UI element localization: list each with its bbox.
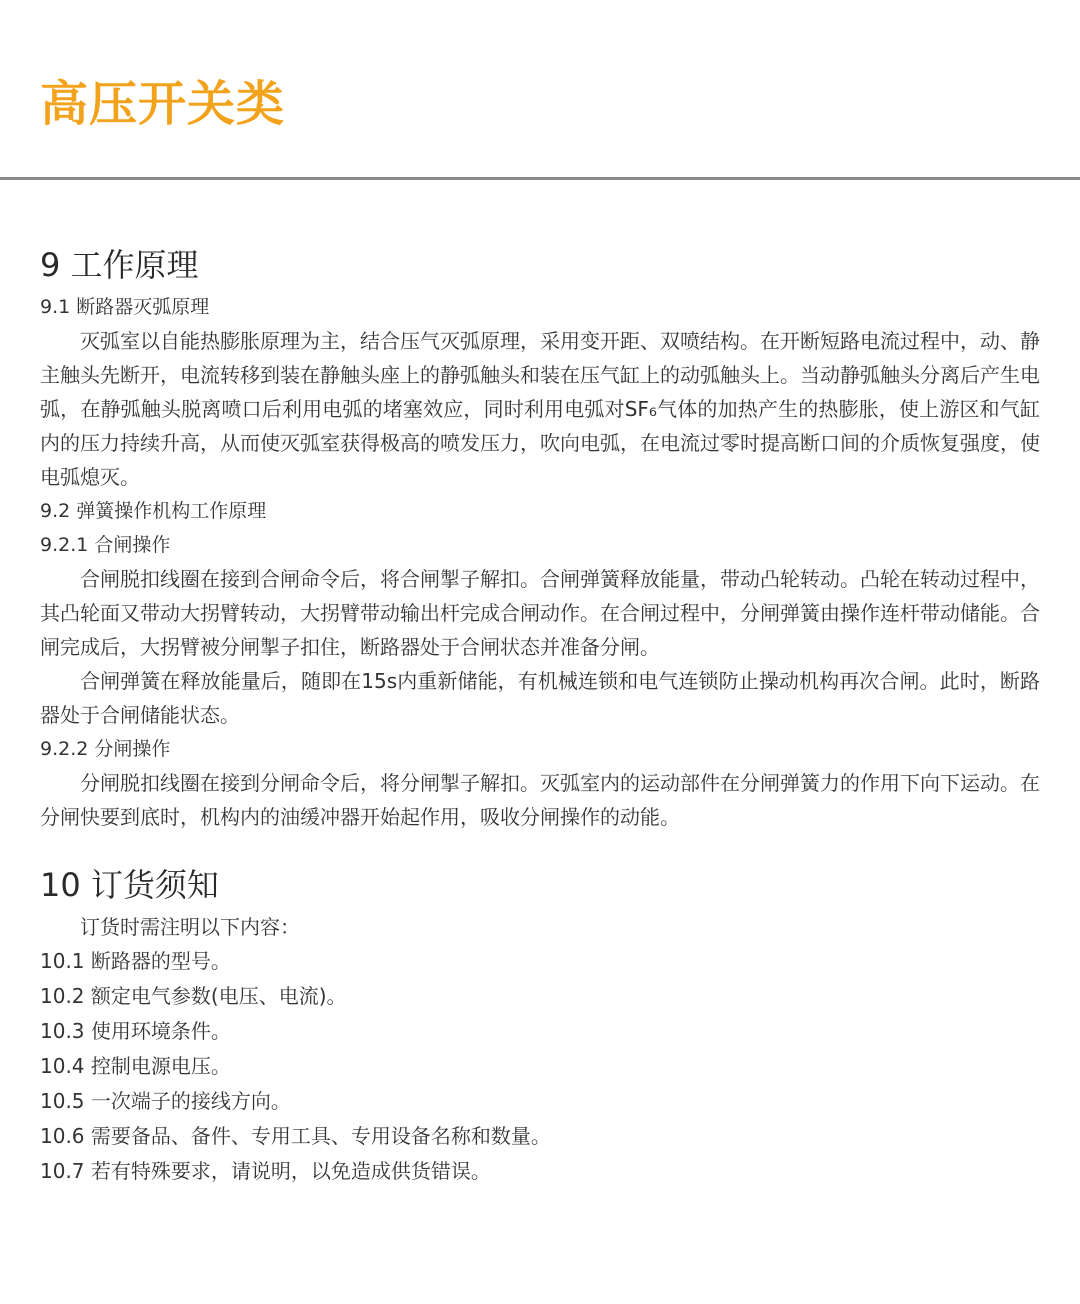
header-divider xyxy=(0,177,1080,180)
list-item: 10.3 使用环境条件。 xyxy=(40,1019,231,1043)
subheading-9-2-2: 9.2.2 分闸操作 xyxy=(40,738,171,760)
list-item: 10.1 断路器的型号。 xyxy=(40,949,231,973)
paragraph-arc-extinguishing: 灭弧室以自能热膨胀原理为主，结合压气灭弧原理，采用变开距、双喷结构。在开断短路电流过程中，动、静主触头先断开，电流转移到装在静触头座上的静弧触头和装在压气缸上的动弧触头上。当动静弧触头分离后产生电弧，在静弧触头脱离喷口后利用电弧的堵塞效应，同时利用电弧对SF₆气体的加热产生的热膨胀，使上游区和气缸内的压力持续升高，从而使灭弧室获得极高的喷发压力，吹向电弧，在电流过零时提高断口间的介质恢复强度，使电弧熄灭。 xyxy=(40,329,1040,489)
paragraph-opening-operation: 分闸脱扣线圈在接到分闸命令后，将分闸掣子解扣。灭弧室内的运动部件在分闸弹簧力的作用下向下运动。在分闸快要到底时，机构内的油缓冲器开始起作用，吸收分闸操作的动能。 xyxy=(40,771,1040,829)
ordering-intro: 订货时需注明以下内容： xyxy=(80,915,300,939)
page-header xyxy=(0,0,1080,181)
list-item: 10.2 额定电气参数(电压、电流)。 xyxy=(40,984,347,1008)
ordering-list xyxy=(40,944,1040,1189)
subheading-9-1: 9.1 断路器灭弧原理 xyxy=(40,296,210,318)
section-heading-9: 9 工作原理 xyxy=(40,246,199,284)
list-item: 10.4 控制电源电压。 xyxy=(40,1054,231,1078)
document-body xyxy=(40,240,1040,1189)
subheading-9-2-1: 9.2.1 合闸操作 xyxy=(40,534,171,556)
list-item: 10.5 一次端子的接线方向。 xyxy=(40,1089,291,1113)
paragraph-closing-operation: 合闸脱扣线圈在接到合闸命令后，将合闸掣子解扣。合闸弹簧释放能量，带动凸轮转动。凸轮在转动过程中，其凸轮面又带动大拐臂转动，大拐臂带动输出杆完成合闸动作。在合闸过程中，分闸弹簧由操作连杆带动储能。合闸完成后，大拐臂被分闸掣子扣住，断路器处于合闸状态并准备分闸。 xyxy=(40,567,1040,659)
paragraph-closing-recharge: 合闸弹簧在释放能量后，随即在15s内重新储能，有机械连锁和电气连锁防止操动机构再次合闸。此时，断路器处于合闸储能状态。 xyxy=(40,669,1040,727)
subheading-9-2: 9.2 弹簧操作机构工作原理 xyxy=(40,500,267,522)
page-title: 高压开关类 xyxy=(40,76,286,132)
section-heading-10: 10 订货须知 xyxy=(40,866,219,904)
list-item: 10.7 若有特殊要求，请说明，以免造成供货错误。 xyxy=(40,1159,491,1183)
list-item: 10.6 需要备品、备件、专用工具、专用设备名称和数量。 xyxy=(40,1124,551,1148)
section-ordering-notes xyxy=(40,860,1040,1189)
section-working-principle xyxy=(40,240,1040,834)
